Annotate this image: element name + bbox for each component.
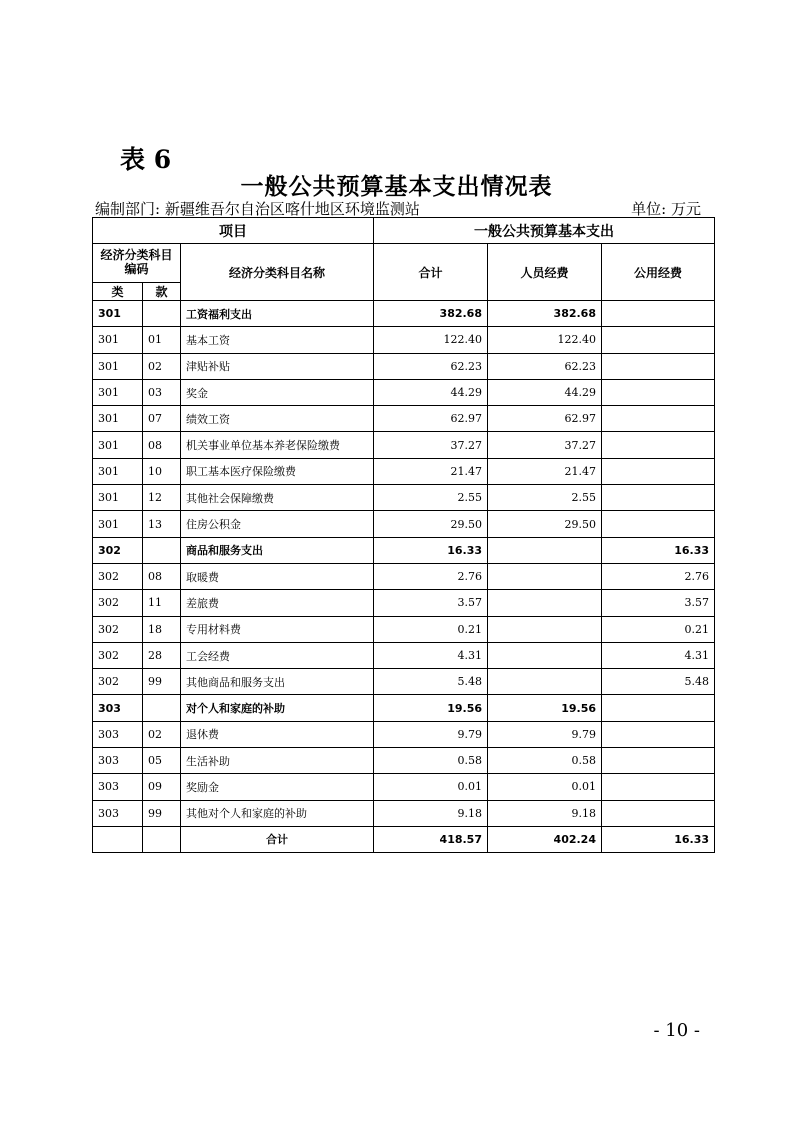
table-row <box>93 485 715 511</box>
cell-total: 29.50 <box>374 511 488 537</box>
cell-public: 2.76 <box>602 563 715 589</box>
cell-personnel <box>488 669 602 695</box>
cell-name: 奖励金 <box>181 774 374 800</box>
cell-name: 对个人和家庭的补助 <box>181 695 374 721</box>
table-row <box>93 590 715 616</box>
cell-class: 301 <box>93 301 143 327</box>
table-row <box>93 511 715 537</box>
cell-class: 302 <box>93 563 143 589</box>
cell-personnel: 0.01 <box>488 774 602 800</box>
cell-name: 退休费 <box>181 721 374 747</box>
cell-total: 44.29 <box>374 379 488 405</box>
cell-name: 专用材料费 <box>181 616 374 642</box>
header-section: 款 <box>143 283 181 301</box>
cell-class: 302 <box>93 537 143 563</box>
cell-total: 0.01 <box>374 774 488 800</box>
cell-public: 4.31 <box>602 642 715 668</box>
cell-name: 其他对个人和家庭的补助 <box>181 800 374 826</box>
cell-public: 3.57 <box>602 590 715 616</box>
cell-class: 303 <box>93 748 143 774</box>
cell-total: 0.21 <box>374 616 488 642</box>
cell-public <box>602 458 715 484</box>
cell-total: 37.27 <box>374 432 488 458</box>
cell-name: 住房公积金 <box>181 511 374 537</box>
cell-class: 303 <box>93 800 143 826</box>
cell-name: 商品和服务支出 <box>181 537 374 563</box>
header-item: 项目 <box>93 218 374 244</box>
cell-public <box>602 301 715 327</box>
cell-total: 122.40 <box>374 327 488 353</box>
cell-personnel: 19.56 <box>488 695 602 721</box>
cell-public <box>602 800 715 826</box>
cell-class: 303 <box>93 695 143 721</box>
cell-name: 取暖费 <box>181 563 374 589</box>
cell-public <box>602 721 715 747</box>
total-empty-section <box>143 826 181 852</box>
header-personnel: 人员经费 <box>488 244 602 301</box>
cell-personnel: 62.97 <box>488 406 602 432</box>
cell-total: 21.47 <box>374 458 488 484</box>
table-row <box>93 406 715 432</box>
cell-public <box>602 695 715 721</box>
budget-table <box>92 217 715 853</box>
cell-public <box>602 327 715 353</box>
table-row <box>93 353 715 379</box>
total-row <box>93 826 715 852</box>
cell-name: 其他商品和服务支出 <box>181 669 374 695</box>
cell-total: 19.56 <box>374 695 488 721</box>
cell-section: 07 <box>143 406 181 432</box>
cell-section: 01 <box>143 327 181 353</box>
cell-class: 303 <box>93 721 143 747</box>
group-row <box>93 695 715 721</box>
cell-name: 工会经费 <box>181 642 374 668</box>
cell-personnel: 37.27 <box>488 432 602 458</box>
cell-public <box>602 353 715 379</box>
cell-personnel: 9.79 <box>488 721 602 747</box>
cell-personnel <box>488 537 602 563</box>
cell-section: 10 <box>143 458 181 484</box>
cell-public: 0.21 <box>602 616 715 642</box>
cell-class: 301 <box>93 511 143 537</box>
total-empty-class <box>93 826 143 852</box>
cell-personnel <box>488 563 602 589</box>
cell-total: 4.31 <box>374 642 488 668</box>
table-row <box>93 721 715 747</box>
cell-personnel: 44.29 <box>488 379 602 405</box>
cell-name: 其他社会保障缴费 <box>181 485 374 511</box>
cell-personnel: 21.47 <box>488 458 602 484</box>
cell-name: 奖金 <box>181 379 374 405</box>
table-row <box>93 379 715 405</box>
cell-section: 13 <box>143 511 181 537</box>
cell-public <box>602 379 715 405</box>
table-row <box>93 616 715 642</box>
cell-personnel: 2.55 <box>488 485 602 511</box>
cell-public: 16.33 <box>602 537 715 563</box>
cell-section: 99 <box>143 669 181 695</box>
cell-total: 9.79 <box>374 721 488 747</box>
cell-name: 差旅费 <box>181 590 374 616</box>
cell-name: 津贴补贴 <box>181 353 374 379</box>
header-code: 经济分类科目编码 <box>93 244 181 283</box>
table-row <box>93 563 715 589</box>
cell-name: 生活补助 <box>181 748 374 774</box>
cell-section <box>143 301 181 327</box>
table-row <box>93 642 715 668</box>
cell-class: 301 <box>93 485 143 511</box>
cell-section: 08 <box>143 432 181 458</box>
table-title: 一般公共预算基本支出情况表 <box>240 173 553 200</box>
cell-class: 302 <box>93 616 143 642</box>
cell-total: 2.76 <box>374 563 488 589</box>
cell-section: 05 <box>143 748 181 774</box>
cell-total: 3.57 <box>374 590 488 616</box>
table-number: 表 6 <box>120 145 172 174</box>
cell-section: 18 <box>143 616 181 642</box>
cell-personnel: 0.58 <box>488 748 602 774</box>
unit-label: 单位: 万元 <box>631 200 701 218</box>
cell-class: 303 <box>93 774 143 800</box>
cell-total: 16.33 <box>374 537 488 563</box>
cell-class: 301 <box>93 458 143 484</box>
cell-section <box>143 695 181 721</box>
cell-public <box>602 774 715 800</box>
cell-public <box>602 406 715 432</box>
header-group-expense: 一般公共预算基本支出 <box>374 218 715 244</box>
cell-total: 62.23 <box>374 353 488 379</box>
cell-name: 职工基本医疗保险缴费 <box>181 458 374 484</box>
header-class: 类 <box>93 283 143 301</box>
cell-total: 5.48 <box>374 669 488 695</box>
cell-section: 08 <box>143 563 181 589</box>
page-number: - 10 - <box>653 1020 700 1041</box>
total-personnel: 402.24 <box>488 826 602 852</box>
cell-total: 382.68 <box>374 301 488 327</box>
cell-personnel <box>488 616 602 642</box>
cell-public <box>602 485 715 511</box>
cell-name: 机关事业单位基本养老保险缴费 <box>181 432 374 458</box>
table-row <box>93 748 715 774</box>
total-label: 合计 <box>181 826 374 852</box>
cell-name: 基本工资 <box>181 327 374 353</box>
cell-class: 301 <box>93 432 143 458</box>
header-row-1 <box>93 218 715 244</box>
cell-name: 绩效工资 <box>181 406 374 432</box>
cell-class: 301 <box>93 379 143 405</box>
table-row <box>93 774 715 800</box>
table-row <box>93 669 715 695</box>
table-row <box>93 458 715 484</box>
cell-class: 302 <box>93 590 143 616</box>
cell-section <box>143 537 181 563</box>
cell-section: 12 <box>143 485 181 511</box>
group-row <box>93 301 715 327</box>
cell-public <box>602 511 715 537</box>
cell-public <box>602 432 715 458</box>
table-row <box>93 800 715 826</box>
cell-personnel <box>488 590 602 616</box>
cell-class: 301 <box>93 353 143 379</box>
table-row <box>93 432 715 458</box>
department-label: 编制部门: 新疆维吾尔自治区喀什地区环境监测站 <box>95 200 420 218</box>
cell-public <box>602 748 715 774</box>
cell-total: 2.55 <box>374 485 488 511</box>
header-total: 合计 <box>374 244 488 301</box>
cell-class: 302 <box>93 669 143 695</box>
cell-section: 99 <box>143 800 181 826</box>
cell-name: 工资福利支出 <box>181 301 374 327</box>
total-public: 16.33 <box>602 826 715 852</box>
cell-personnel: 122.40 <box>488 327 602 353</box>
cell-section: 28 <box>143 642 181 668</box>
group-row <box>93 537 715 563</box>
cell-personnel: 382.68 <box>488 301 602 327</box>
cell-total: 62.97 <box>374 406 488 432</box>
cell-personnel: 29.50 <box>488 511 602 537</box>
cell-section: 02 <box>143 721 181 747</box>
header-name: 经济分类科目名称 <box>181 244 374 301</box>
total-sum: 418.57 <box>374 826 488 852</box>
cell-total: 0.58 <box>374 748 488 774</box>
cell-section: 09 <box>143 774 181 800</box>
cell-total: 9.18 <box>374 800 488 826</box>
cell-class: 302 <box>93 642 143 668</box>
cell-class: 301 <box>93 406 143 432</box>
cell-section: 03 <box>143 379 181 405</box>
cell-public: 5.48 <box>602 669 715 695</box>
cell-personnel: 62.23 <box>488 353 602 379</box>
table-row <box>93 327 715 353</box>
cell-section: 02 <box>143 353 181 379</box>
header-public: 公用经费 <box>602 244 715 301</box>
header-row-2 <box>93 244 715 283</box>
cell-personnel: 9.18 <box>488 800 602 826</box>
cell-section: 11 <box>143 590 181 616</box>
cell-personnel <box>488 642 602 668</box>
cell-class: 301 <box>93 327 143 353</box>
